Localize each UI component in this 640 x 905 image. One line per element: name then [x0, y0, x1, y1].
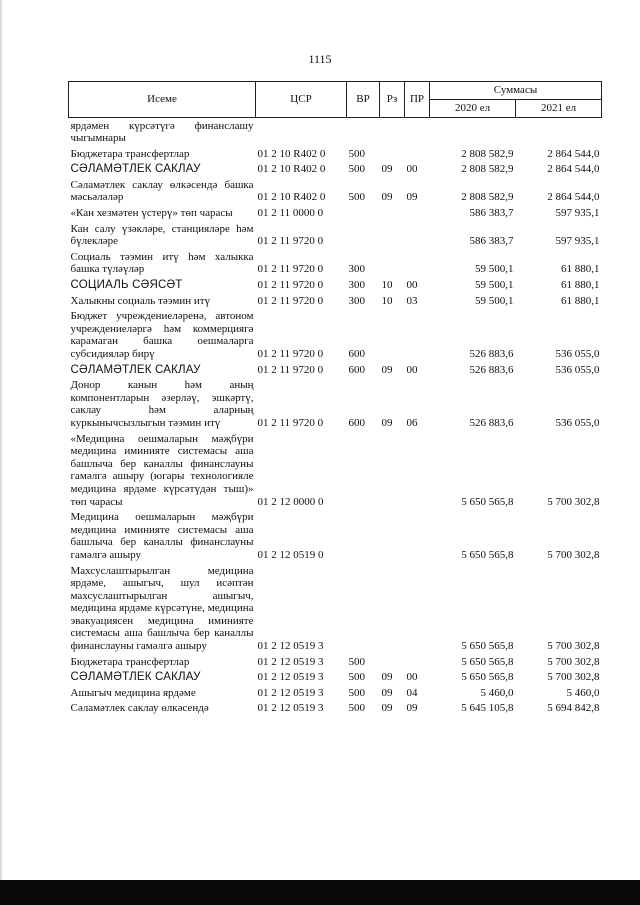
- row-pr: [405, 249, 430, 277]
- row-name: СӘЛАМӘТЛЕК САКЛАУ: [70, 363, 201, 376]
- row-sum-2020: 59 500,1: [475, 263, 514, 276]
- row-pr: 04: [406, 686, 418, 699]
- row-csr: 01 2 11 9720 0: [257, 416, 324, 429]
- table-row: [69, 177, 602, 205]
- row-name: ярдәмен күрсәтүгә финанслашу чыгымнары: [70, 119, 254, 145]
- row-sum-2020: 5 645 105,8: [461, 702, 514, 715]
- row-name: Бюджетара трансфертлар: [70, 147, 190, 160]
- row-vr: 600: [348, 363, 365, 376]
- row-name: «Медицина оешмаларын мәҗбүри медицина иминияте системасы аша башлыча бер каналлы финанслауны гамәлгә ашыру (югары технологияле медицина ярдәме күрсәтүдән тыш)» төп чарасы: [70, 432, 254, 508]
- row-name: Медицина оешмаларын мәҗбүри медицина иминияте системасы аша башлыча бер каналлы финанслауны гамәлгә ашыру: [70, 511, 254, 561]
- table-row: [69, 510, 602, 563]
- table-row: [69, 378, 602, 431]
- row-rz: [380, 118, 405, 147]
- row-sum-2020: 5 650 565,8: [461, 495, 514, 508]
- row-vr: 300: [348, 279, 365, 292]
- row-pr: [405, 146, 430, 162]
- row-pr: 00: [406, 279, 418, 292]
- row-csr: 01 2 11 9720 0: [257, 263, 324, 276]
- row-rz: [380, 654, 405, 670]
- row-rz: [380, 221, 405, 249]
- row-name: СОЦИАЛЬ СӘЯСӘТ: [70, 279, 183, 292]
- row-sum-2021: 61 880,1: [561, 279, 600, 292]
- header-rz: Рз: [380, 82, 405, 118]
- table-row: [69, 249, 602, 277]
- row-sum-2021: 536 055,0: [555, 348, 600, 360]
- header-sums: Суммасы: [430, 82, 602, 100]
- row-vr: [347, 118, 380, 147]
- table-row: [69, 701, 602, 717]
- row-pr: [405, 309, 430, 362]
- row-sum-2020: 526 883,6: [469, 363, 514, 376]
- row-sum-2021: 2 864 544,0: [547, 191, 600, 204]
- table-row: [69, 221, 602, 249]
- page-edge: [0, 0, 2, 905]
- row-vr: 500: [348, 147, 365, 160]
- row-rz: 10: [381, 279, 393, 292]
- table-row: [69, 362, 602, 378]
- row-name: СӘЛАМӘТЛЕК САКЛАУ: [70, 163, 201, 176]
- row-csr: 01 2 11 0000 0: [257, 207, 324, 220]
- row-sum-2020: 2 808 582,9: [461, 147, 514, 160]
- row-sum-2020: 5 650 565,8: [461, 671, 514, 684]
- row-name: Сәламәтлек саклау өлкәсендә башка мәсьәләләр: [70, 178, 254, 204]
- row-vr: 500: [348, 163, 365, 176]
- row-sum-2020: 2 808 582,9: [461, 191, 514, 204]
- row-vr: [347, 206, 380, 222]
- header-year-2021: 2021 ел: [516, 100, 602, 118]
- row-csr: 01 2 11 9720 0: [257, 294, 324, 307]
- header-vr: ВР: [347, 82, 380, 118]
- row-name: Социаль тәэмин итү һәм халыкка башка түләүләр: [70, 250, 254, 276]
- row-csr: 01 2 10 R402 0: [257, 191, 326, 204]
- row-sum-2020: 526 883,6: [469, 348, 514, 360]
- header-pr: ПР: [405, 82, 430, 118]
- row-vr: 300: [348, 263, 365, 276]
- row-sum-2021: 5 694 842,8: [547, 702, 600, 715]
- row-csr: [256, 118, 347, 147]
- row-sum-2021: [516, 118, 602, 147]
- row-pr: [405, 510, 430, 563]
- table-row: [69, 670, 602, 686]
- header-year-2020: 2020 ел: [430, 100, 516, 118]
- row-name: СӘЛАМӘТЛЕК САКЛАУ: [70, 671, 201, 684]
- table-row: [69, 278, 602, 294]
- row-pr: [405, 206, 430, 222]
- row-sum-2021: 5 700 302,8: [547, 548, 600, 561]
- row-vr: 500: [348, 702, 365, 715]
- row-csr: 01 2 12 0519 3: [257, 655, 324, 668]
- row-vr: 500: [348, 191, 365, 204]
- row-csr: 01 2 11 9720 0: [257, 363, 324, 376]
- header-csr: ЦСР: [256, 82, 347, 118]
- row-sum-2021: 2 864 544,0: [547, 163, 600, 176]
- scan-bottom-border: [0, 880, 640, 905]
- row-rz: [380, 249, 405, 277]
- row-vr: 600: [348, 348, 365, 360]
- row-sum-2021: 5 700 302,8: [547, 640, 600, 653]
- row-rz: 09: [381, 191, 393, 204]
- row-pr: 09: [406, 702, 418, 715]
- table-row: [69, 118, 602, 147]
- row-name: Халыкны социаль тәэмин итү: [70, 294, 211, 307]
- row-rz: [380, 309, 405, 362]
- row-sum-2021: 61 880,1: [561, 263, 600, 276]
- budget-table: [68, 81, 602, 717]
- row-sum-2020: 5 650 565,8: [461, 548, 514, 561]
- row-vr: 500: [348, 686, 365, 699]
- row-csr: 01 2 11 9720 0: [257, 348, 324, 360]
- row-sum-2021: 536 055,0: [555, 363, 600, 376]
- table-row: [69, 206, 602, 222]
- row-sum-2020: 5 650 565,8: [461, 655, 514, 668]
- table-row: [69, 162, 602, 178]
- row-name: Донор канын һәм аның компонентларын әзерләү, эшкәртү, саклау һәм аларның куркынычсызлыгын тәэмин итү: [70, 379, 254, 429]
- row-rz: [380, 510, 405, 563]
- row-pr: [405, 221, 430, 249]
- row-sum-2021: 5 700 302,8: [547, 495, 600, 508]
- row-vr: [347, 510, 380, 563]
- row-sum-2021: 5 460,0: [566, 686, 600, 699]
- row-csr: 01 2 12 0519 3: [257, 686, 324, 699]
- row-name: Сәламәтлек саклау өлкәсендә: [70, 702, 209, 715]
- row-sum-2021: 597 935,1: [555, 235, 600, 248]
- row-rz: 09: [381, 363, 393, 376]
- header-name: Исеме: [69, 82, 256, 118]
- row-sum-2020: 586 383,7: [469, 235, 514, 248]
- row-sum-2021: 2 864 544,0: [547, 147, 600, 160]
- table-row: [69, 293, 602, 309]
- row-sum-2020: 586 383,7: [469, 207, 514, 220]
- row-pr: 06: [406, 416, 418, 429]
- row-name: Махсуслаштырылган медицина ярдәме, ашыгыч, шул исәптән махсуслаштырылган ашыгыч, медицина ярдәме күрсәтүне, медицина эвакуациясен медицина иминияте системасы аша башлыча бер каналлы финанслауны гамәлгә ашыру: [70, 564, 254, 653]
- row-csr: 01 2 11 9720 0: [257, 235, 324, 248]
- row-rz: 10: [381, 294, 393, 307]
- row-rz: [380, 206, 405, 222]
- row-rz: 09: [381, 671, 393, 684]
- row-rz: 09: [381, 686, 393, 699]
- table-header: [69, 82, 602, 118]
- row-sum-2020: 59 500,1: [475, 294, 514, 307]
- row-vr: [347, 431, 380, 510]
- row-vr: 500: [348, 671, 365, 684]
- row-rz: [380, 563, 405, 654]
- row-csr: 01 2 10 R402 0: [257, 163, 326, 176]
- row-pr: [405, 431, 430, 510]
- row-pr: [405, 654, 430, 670]
- row-vr: 500: [348, 655, 365, 668]
- row-sum-2020: 526 883,6: [469, 416, 514, 429]
- page-number: 1115: [308, 52, 332, 66]
- row-name: Кан салу үзәкләре, станцияләре һәм бүлекләре: [70, 222, 254, 248]
- row-sum-2021: 536 055,0: [555, 416, 600, 429]
- row-name: Бюджет учреждениеләренә, автоном учреждениеләргә һәм коммерциягә карамаган башка оешмаларга субсидияләр бирү: [70, 310, 254, 360]
- table-row: [69, 563, 602, 654]
- row-csr: 01 2 12 0519 0: [257, 548, 324, 561]
- row-rz: 09: [381, 163, 393, 176]
- row-pr: 00: [406, 363, 418, 376]
- row-pr: [405, 118, 430, 147]
- row-pr: 09: [406, 191, 418, 204]
- row-sum-2020: 59 500,1: [475, 279, 514, 292]
- table-body: [69, 118, 602, 717]
- row-sum-2021: 5 700 302,8: [547, 655, 600, 668]
- row-rz: 09: [381, 702, 393, 715]
- row-vr: [347, 221, 380, 249]
- row-pr: [405, 563, 430, 654]
- table-row: [69, 146, 602, 162]
- table-row: [69, 431, 602, 510]
- row-sum-2020: 5 650 565,8: [461, 640, 514, 653]
- row-csr: 01 2 12 0519 3: [257, 640, 324, 653]
- row-pr: 03: [406, 294, 418, 307]
- row-name: «Кан хезмәтен үстерү» төп чарасы: [70, 207, 233, 220]
- row-name: Бюджетара трансфертлар: [70, 655, 190, 668]
- row-sum-2020: [430, 118, 516, 147]
- row-rz: [380, 146, 405, 162]
- row-csr: 01 2 12 0519 3: [257, 702, 324, 715]
- row-vr: 600: [348, 416, 365, 429]
- row-csr: 01 2 10 R402 0: [257, 147, 326, 160]
- row-vr: [347, 563, 380, 654]
- row-sum-2021: 597 935,1: [555, 207, 600, 220]
- row-csr: 01 2 12 0000 0: [257, 495, 324, 508]
- row-rz: 09: [381, 416, 393, 429]
- table-row: [69, 685, 602, 701]
- table-row: [69, 309, 602, 362]
- row-pr: 00: [406, 163, 418, 176]
- row-vr: 300: [348, 294, 365, 307]
- row-name: Ашыгыч медицина ярдәме: [70, 686, 196, 699]
- row-sum-2020: 5 460,0: [480, 686, 514, 699]
- row-csr: 01 2 12 0519 3: [257, 671, 324, 684]
- row-sum-2020: 2 808 582,9: [461, 163, 514, 176]
- table-row: [69, 654, 602, 670]
- row-sum-2021: 61 880,1: [561, 294, 600, 307]
- row-rz: [380, 431, 405, 510]
- row-sum-2021: 5 700 302,8: [547, 671, 600, 684]
- row-pr: 00: [406, 671, 418, 684]
- row-csr: 01 2 11 9720 0: [257, 279, 324, 292]
